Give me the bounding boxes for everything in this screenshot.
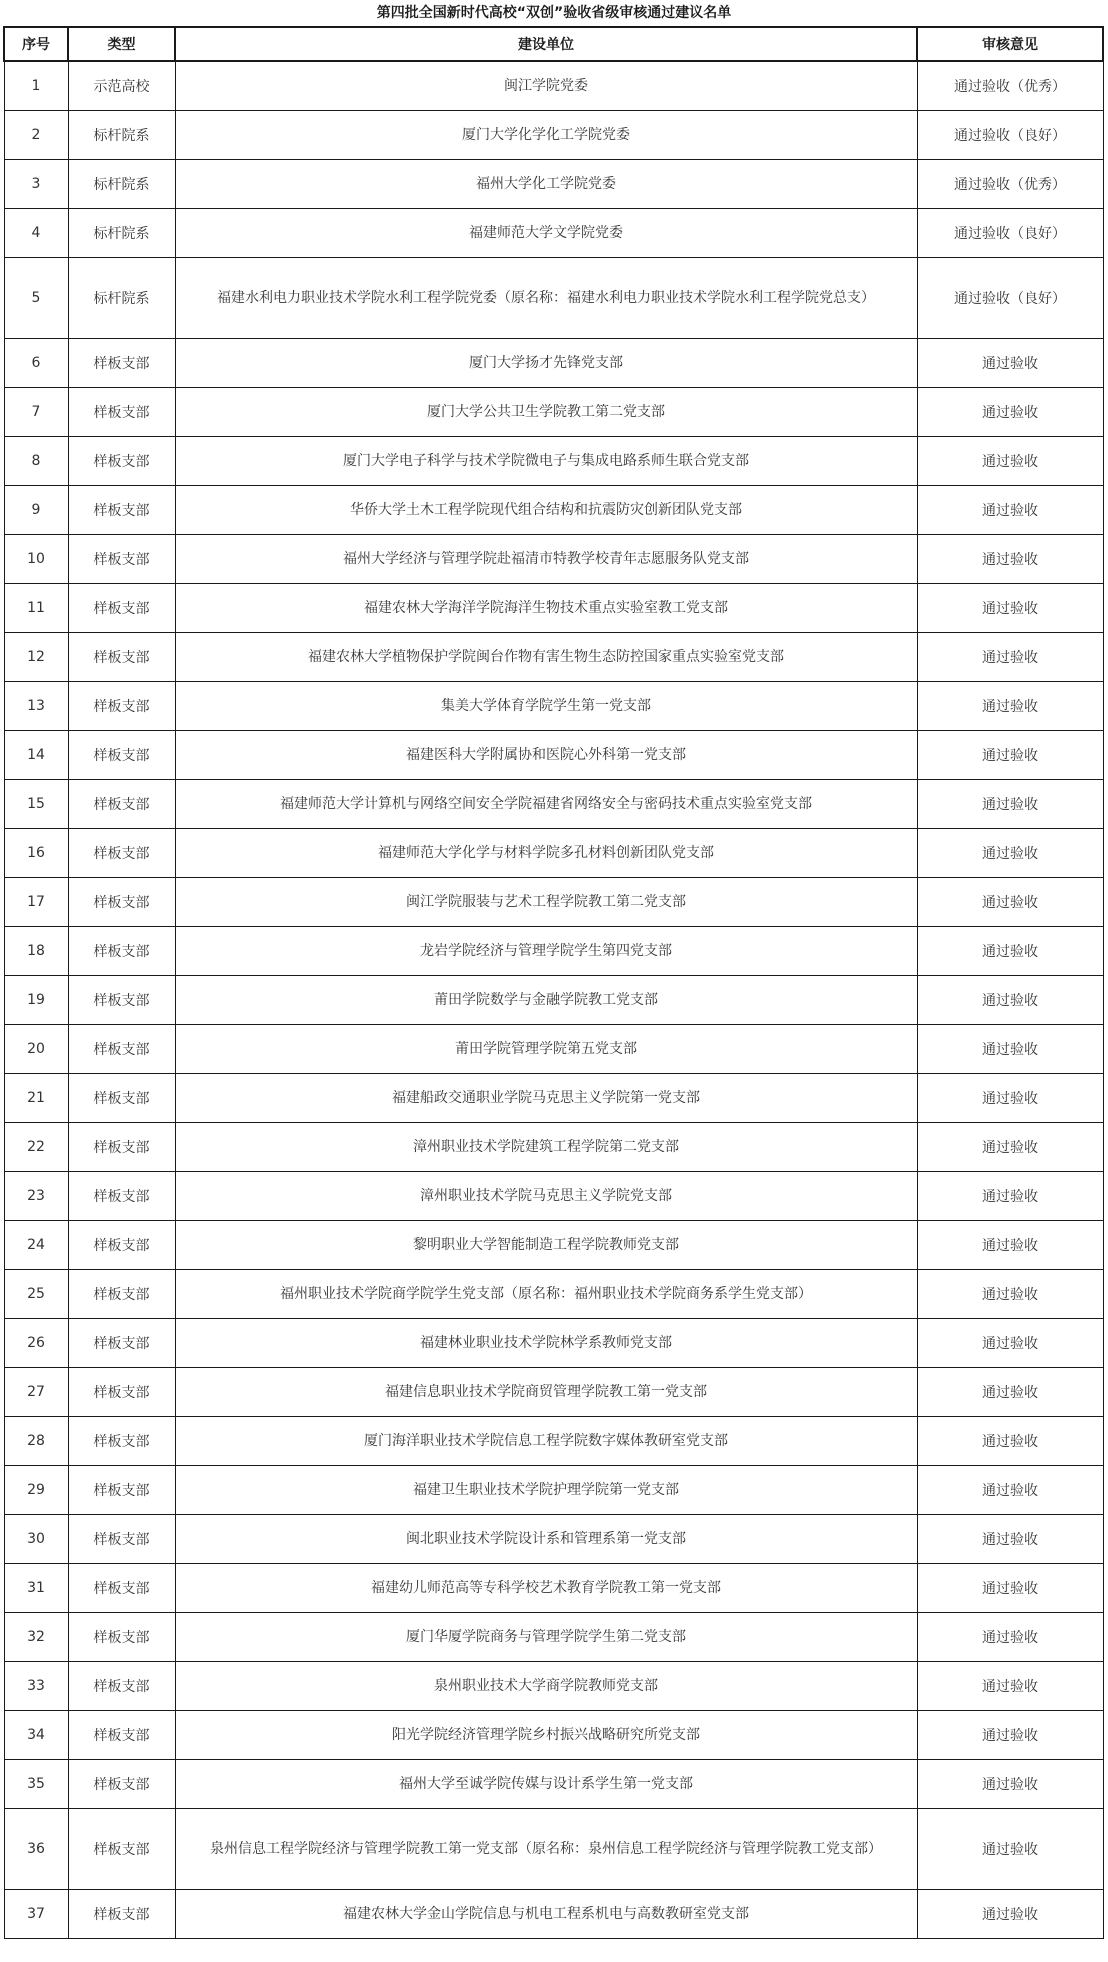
row-unit: 福建水利电力职业技术学院水利工程学院党委（原名称：福建水利电力职业技术学院水利工程学院党总支） <box>175 257 917 338</box>
row-number: 13 <box>4 681 68 730</box>
row-number: 33 <box>4 1661 68 1710</box>
row-number: 17 <box>4 877 68 926</box>
table-row <box>4 1612 1103 1661</box>
table-row <box>4 1889 1103 1938</box>
row-type: 样板支部 <box>68 485 175 534</box>
row-type: 样板支部 <box>68 1318 175 1367</box>
row-unit: 集美大学体育学院学生第一党支部 <box>175 681 917 730</box>
row-type: 样板支部 <box>68 1563 175 1612</box>
row-unit: 龙岩学院经济与管理学院学生第四党支部 <box>175 926 917 975</box>
table-row <box>4 1710 1103 1759</box>
row-number: 29 <box>4 1465 68 1514</box>
table-row <box>4 583 1103 632</box>
row-unit: 闽江学院服装与艺术工程学院教工第二党支部 <box>175 877 917 926</box>
row-type: 样板支部 <box>68 926 175 975</box>
row-number: 27 <box>4 1367 68 1416</box>
row-number: 35 <box>4 1759 68 1808</box>
row-number: 25 <box>4 1269 68 1318</box>
table-body <box>4 61 1103 1938</box>
table-row <box>4 1367 1103 1416</box>
row-opinion: 通过验收 <box>917 534 1103 583</box>
table-row <box>4 387 1103 436</box>
row-type: 样板支部 <box>68 583 175 632</box>
row-opinion: 通过验收 <box>917 1465 1103 1514</box>
row-opinion: 通过验收 <box>917 926 1103 975</box>
row-unit: 福建信息职业技术学院商贸管理学院教工第一党支部 <box>175 1367 917 1416</box>
table-row <box>4 61 1103 110</box>
row-type: 样板支部 <box>68 1710 175 1759</box>
row-opinion: 通过验收 <box>917 1220 1103 1269</box>
row-type: 样板支部 <box>68 1416 175 1465</box>
row-number: 34 <box>4 1710 68 1759</box>
row-opinion: 通过验收（优秀） <box>917 61 1103 110</box>
row-unit: 福州大学经济与管理学院赴福清市特教学校青年志愿服务队党支部 <box>175 534 917 583</box>
row-type: 样板支部 <box>68 1759 175 1808</box>
row-unit: 泉州职业技术大学商学院教师党支部 <box>175 1661 917 1710</box>
row-unit: 厦门大学扬才先锋党支部 <box>175 338 917 387</box>
row-number: 14 <box>4 730 68 779</box>
row-unit: 福建农林大学植物保护学院闽台作物有害生物生态防控国家重点实验室党支部 <box>175 632 917 681</box>
row-unit: 福建农林大学金山学院信息与机电工程系机电与高数教研室党支部 <box>175 1889 917 1938</box>
table-row <box>4 975 1103 1024</box>
row-opinion: 通过验收 <box>917 975 1103 1024</box>
row-opinion: 通过验收 <box>917 1710 1103 1759</box>
row-number: 6 <box>4 338 68 387</box>
row-unit: 福建师范大学化学与材料学院多孔材料创新团队党支部 <box>175 828 917 877</box>
row-unit: 福州大学化工学院党委 <box>175 159 917 208</box>
row-number: 10 <box>4 534 68 583</box>
row-type: 标杆院系 <box>68 110 175 159</box>
row-unit: 漳州职业技术学院马克思主义学院党支部 <box>175 1171 917 1220</box>
row-unit: 闽江学院党委 <box>175 61 917 110</box>
table-row <box>4 1269 1103 1318</box>
row-number: 31 <box>4 1563 68 1612</box>
row-number: 36 <box>4 1808 68 1889</box>
row-type: 样板支部 <box>68 828 175 877</box>
row-opinion: 通过验收 <box>917 1889 1103 1938</box>
row-opinion: 通过验收 <box>917 1318 1103 1367</box>
table-row <box>4 1416 1103 1465</box>
row-type: 样板支部 <box>68 1514 175 1563</box>
row-opinion: 通过验收 <box>917 1514 1103 1563</box>
header-opinion: 审核意见 <box>917 27 1103 61</box>
row-opinion: 通过验收 <box>917 387 1103 436</box>
row-type: 样板支部 <box>68 1122 175 1171</box>
row-number: 12 <box>4 632 68 681</box>
row-type: 样板支部 <box>68 1171 175 1220</box>
row-type: 样板支部 <box>68 387 175 436</box>
row-unit: 厦门大学电子科学与技术学院微电子与集成电路系师生联合党支部 <box>175 436 917 485</box>
table-row <box>4 828 1103 877</box>
row-type: 样板支部 <box>68 632 175 681</box>
row-number: 2 <box>4 110 68 159</box>
row-type: 样板支部 <box>68 681 175 730</box>
row-opinion: 通过验收 <box>917 1073 1103 1122</box>
row-type: 标杆院系 <box>68 257 175 338</box>
row-opinion: 通过验收（优秀） <box>917 159 1103 208</box>
row-unit: 漳州职业技术学院建筑工程学院第二党支部 <box>175 1122 917 1171</box>
row-opinion: 通过验收 <box>917 583 1103 632</box>
row-opinion: 通过验收 <box>917 1122 1103 1171</box>
row-type: 样板支部 <box>68 1367 175 1416</box>
row-type: 样板支部 <box>68 1073 175 1122</box>
row-type: 样板支部 <box>68 1220 175 1269</box>
row-opinion: 通过验收 <box>917 681 1103 730</box>
row-unit: 泉州信息工程学院经济与管理学院教工第一党支部（原名称：泉州信息工程学院经济与管理学院教工党支部） <box>175 1808 917 1889</box>
row-number: 26 <box>4 1318 68 1367</box>
table-row <box>4 534 1103 583</box>
row-type: 标杆院系 <box>68 159 175 208</box>
row-opinion: 通过验收 <box>917 1024 1103 1073</box>
row-type: 样板支部 <box>68 1465 175 1514</box>
row-number: 28 <box>4 1416 68 1465</box>
row-unit: 福建农林大学海洋学院海洋生物技术重点实验室教工党支部 <box>175 583 917 632</box>
row-type: 示范高校 <box>68 61 175 110</box>
row-opinion: 通过验收（良好） <box>917 208 1103 257</box>
row-number: 24 <box>4 1220 68 1269</box>
row-type: 样板支部 <box>68 975 175 1024</box>
row-opinion: 通过验收 <box>917 730 1103 779</box>
document-title: 第四批全国新时代高校“双创”验收省级审核通过建议名单 <box>376 5 732 21</box>
row-type: 样板支部 <box>68 436 175 485</box>
row-opinion: 通过验收 <box>917 1563 1103 1612</box>
table-row <box>4 257 1103 338</box>
row-opinion: 通过验收 <box>917 779 1103 828</box>
row-type: 样板支部 <box>68 1808 175 1889</box>
row-number: 21 <box>4 1073 68 1122</box>
row-unit: 福建师范大学文学院党委 <box>175 208 917 257</box>
row-number: 11 <box>4 583 68 632</box>
row-opinion: 通过验收（良好） <box>917 257 1103 338</box>
row-opinion: 通过验收 <box>917 828 1103 877</box>
table-row <box>4 1514 1103 1563</box>
table-row <box>4 1073 1103 1122</box>
table-row <box>4 1024 1103 1073</box>
row-unit: 黎明职业大学智能制造工程学院教师党支部 <box>175 1220 917 1269</box>
table-row <box>4 1122 1103 1171</box>
row-opinion: 通过验收 <box>917 1612 1103 1661</box>
row-type: 样板支部 <box>68 1661 175 1710</box>
row-type: 样板支部 <box>68 1269 175 1318</box>
row-number: 22 <box>4 1122 68 1171</box>
row-type: 标杆院系 <box>68 208 175 257</box>
row-type: 样板支部 <box>68 1024 175 1073</box>
table-row <box>4 485 1103 534</box>
row-opinion: 通过验收 <box>917 436 1103 485</box>
header-no: 序号 <box>4 27 68 61</box>
row-number: 37 <box>4 1889 68 1938</box>
table-row <box>4 877 1103 926</box>
table-row <box>4 1465 1103 1514</box>
table-row <box>4 1318 1103 1367</box>
table-row <box>4 681 1103 730</box>
row-unit: 福建卫生职业技术学院护理学院第一党支部 <box>175 1465 917 1514</box>
row-type: 样板支部 <box>68 779 175 828</box>
row-number: 5 <box>4 257 68 338</box>
table-row <box>4 1808 1103 1889</box>
row-number: 4 <box>4 208 68 257</box>
table-row <box>4 338 1103 387</box>
header-type: 类型 <box>68 27 175 61</box>
row-unit: 福建船政交通职业学院马克思主义学院第一党支部 <box>175 1073 917 1122</box>
row-number: 7 <box>4 387 68 436</box>
row-number: 1 <box>4 61 68 110</box>
row-number: 9 <box>4 485 68 534</box>
row-unit: 厦门海洋职业技术学院信息工程学院数字媒体教研室党支部 <box>175 1416 917 1465</box>
table-row <box>4 1759 1103 1808</box>
row-number: 19 <box>4 975 68 1024</box>
row-opinion: 通过验收 <box>917 1171 1103 1220</box>
table-row <box>4 110 1103 159</box>
row-opinion: 通过验收 <box>917 877 1103 926</box>
row-unit: 福建幼儿师范高等专科学校艺术教育学院教工第一党支部 <box>175 1563 917 1612</box>
row-type: 样板支部 <box>68 1889 175 1938</box>
row-type: 样板支部 <box>68 1612 175 1661</box>
row-unit: 厦门华厦学院商务与管理学院学生第二党支部 <box>175 1612 917 1661</box>
row-unit: 福建医科大学附属协和医院心外科第一党支部 <box>175 730 917 779</box>
row-number: 32 <box>4 1612 68 1661</box>
row-opinion: 通过验收 <box>917 1416 1103 1465</box>
row-opinion: 通过验收 <box>917 1759 1103 1808</box>
row-unit: 厦门大学公共卫生学院教工第二党支部 <box>175 387 917 436</box>
row-number: 18 <box>4 926 68 975</box>
table-row <box>4 1661 1103 1710</box>
row-number: 20 <box>4 1024 68 1073</box>
table-header-row <box>4 27 1103 61</box>
table-row <box>4 1220 1103 1269</box>
row-unit: 莆田学院数学与金融学院教工党支部 <box>175 975 917 1024</box>
row-unit: 福州职业技术学院商学院学生党支部（原名称：福州职业技术学院商务系学生党支部） <box>175 1269 917 1318</box>
table-row <box>4 159 1103 208</box>
row-number: 8 <box>4 436 68 485</box>
table-row <box>4 208 1103 257</box>
row-opinion: 通过验收 <box>917 1808 1103 1889</box>
header-unit: 建设单位 <box>175 27 917 61</box>
row-opinion: 通过验收（良好） <box>917 110 1103 159</box>
table-row <box>4 926 1103 975</box>
row-number: 23 <box>4 1171 68 1220</box>
table-row <box>4 1563 1103 1612</box>
table-row <box>4 730 1103 779</box>
row-unit: 福建林业职业技术学院林学系教师党支部 <box>175 1318 917 1367</box>
row-type: 样板支部 <box>68 338 175 387</box>
row-unit: 厦门大学化学化工学院党委 <box>175 110 917 159</box>
row-opinion: 通过验收 <box>917 1367 1103 1416</box>
row-number: 30 <box>4 1514 68 1563</box>
row-type: 样板支部 <box>68 877 175 926</box>
approval-table <box>3 26 1104 1939</box>
row-opinion: 通过验收 <box>917 338 1103 387</box>
row-unit: 闽北职业技术学院设计系和管理系第一党支部 <box>175 1514 917 1563</box>
row-unit: 福建师范大学计算机与网络空间安全学院福建省网络安全与密码技术重点实验室党支部 <box>175 779 917 828</box>
row-unit: 阳光学院经济管理学院乡村振兴战略研究所党支部 <box>175 1710 917 1759</box>
table-row <box>4 779 1103 828</box>
row-opinion: 通过验收 <box>917 632 1103 681</box>
row-unit: 莆田学院管理学院第五党支部 <box>175 1024 917 1073</box>
row-number: 16 <box>4 828 68 877</box>
row-number: 15 <box>4 779 68 828</box>
row-unit: 华侨大学土木工程学院现代组合结构和抗震防灾创新团队党支部 <box>175 485 917 534</box>
row-opinion: 通过验收 <box>917 1661 1103 1710</box>
row-opinion: 通过验收 <box>917 485 1103 534</box>
row-type: 样板支部 <box>68 730 175 779</box>
table-row <box>4 1171 1103 1220</box>
row-number: 3 <box>4 159 68 208</box>
row-unit: 福州大学至诚学院传媒与设计系学生第一党支部 <box>175 1759 917 1808</box>
row-opinion: 通过验收 <box>917 1269 1103 1318</box>
table-row <box>4 632 1103 681</box>
row-type: 样板支部 <box>68 534 175 583</box>
table-row <box>4 436 1103 485</box>
